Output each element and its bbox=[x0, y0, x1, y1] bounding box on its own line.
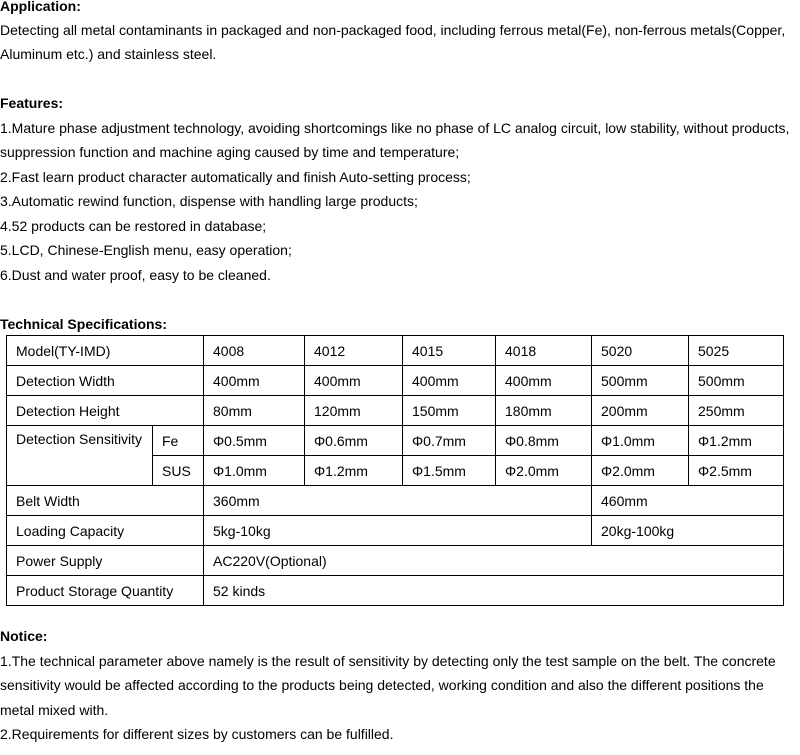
belt-cell: 460mm bbox=[592, 486, 784, 516]
width-cell: 500mm bbox=[689, 366, 784, 396]
fe-label: Fe bbox=[153, 426, 204, 456]
width-cell: 400mm bbox=[403, 366, 496, 396]
width-cell: 400mm bbox=[305, 366, 403, 396]
belt-cell: 360mm bbox=[204, 486, 592, 516]
width-label: Detection Width bbox=[7, 366, 204, 396]
height-cell: 150mm bbox=[403, 396, 496, 426]
feature-line-7: 6.Dust and water proof, easy to be cleaned. bbox=[0, 267, 271, 283]
spec-table bbox=[6, 335, 784, 606]
fe-cell: Φ1.0mm bbox=[592, 426, 689, 456]
model-cell: 4008 bbox=[204, 336, 305, 366]
height-cell: 180mm bbox=[496, 396, 592, 426]
sus-label: SUS bbox=[153, 456, 204, 486]
loading-cell: 5kg-10kg bbox=[204, 516, 592, 546]
sus-cell: Φ2.0mm bbox=[496, 456, 592, 486]
notice-line-4: 2.Requirements for different sizes by customers can be fulfilled. bbox=[0, 726, 394, 742]
table-row-power bbox=[7, 546, 784, 576]
model-label: Model(TY-IMD) bbox=[7, 336, 204, 366]
application-line-1: Detecting all metal contaminants in packaged and non-packaged food, including ferrous metal(Fe), non-ferrous metals(Copper, bbox=[0, 22, 786, 38]
fe-cell: Φ0.6mm bbox=[305, 426, 403, 456]
height-cell: 200mm bbox=[592, 396, 689, 426]
sus-cell: Φ1.0mm bbox=[204, 456, 305, 486]
sus-cell: Φ2.0mm bbox=[592, 456, 689, 486]
features-heading: Features: bbox=[0, 95, 64, 111]
application-line-2: Aluminum etc.) and stainless steel. bbox=[0, 46, 217, 62]
height-label: Detection Height bbox=[7, 396, 204, 426]
power-cell: AC220V(Optional) bbox=[204, 546, 784, 576]
sus-cell: Φ1.2mm bbox=[305, 456, 403, 486]
fe-cell: Φ0.7mm bbox=[403, 426, 496, 456]
feature-line-6: 5.LCD, Chinese-English menu, easy operation; bbox=[0, 242, 292, 258]
table-row-storage bbox=[7, 576, 784, 606]
loading-label: Loading Capacity bbox=[7, 516, 204, 546]
table-row-fe bbox=[7, 426, 784, 456]
sus-cell: Φ2.5mm bbox=[689, 456, 784, 486]
height-cell: 120mm bbox=[305, 396, 403, 426]
fe-cell: Φ1.2mm bbox=[689, 426, 784, 456]
feature-line-1: 1.Mature phase adjustment technology, avoiding shortcomings like no phase of LC analog circuit, low stability, without products, bbox=[0, 120, 790, 136]
storage-cell: 52 kinds bbox=[204, 576, 784, 606]
table-row-belt bbox=[7, 486, 784, 516]
model-cell: 4012 bbox=[305, 336, 403, 366]
table-row-width bbox=[7, 366, 784, 396]
feature-line-2: suppression function and machine aging caused by time and temperature; bbox=[0, 144, 460, 160]
storage-label: Product Storage Quantity bbox=[7, 576, 204, 606]
model-cell: 4018 bbox=[496, 336, 592, 366]
belt-label: Belt Width bbox=[7, 486, 204, 516]
application-heading: Application: bbox=[0, 0, 81, 14]
feature-line-3: 2.Fast learn product character automatically and finish Auto-setting process; bbox=[0, 169, 471, 185]
notice-heading: Notice: bbox=[0, 628, 48, 644]
model-cell: 4015 bbox=[403, 336, 496, 366]
width-cell: 500mm bbox=[592, 366, 689, 396]
fe-cell: Φ0.5mm bbox=[204, 426, 305, 456]
feature-line-4: 3.Automatic rewind function, dispense with handling large products; bbox=[0, 193, 418, 209]
table-row-loading bbox=[7, 516, 784, 546]
notice-line-1: 1.The technical parameter above namely is the result of sensitivity by detecting only the test sample on the belt. The concrete bbox=[0, 653, 776, 669]
notice-line-3: metal mixed with. bbox=[0, 702, 109, 718]
feature-line-5: 4.52 products can be restored in database; bbox=[0, 218, 267, 234]
model-cell: 5025 bbox=[689, 336, 784, 366]
power-label: Power Supply bbox=[7, 546, 204, 576]
specs-heading: Technical Specifications: bbox=[0, 316, 168, 332]
height-cell: 250mm bbox=[689, 396, 784, 426]
loading-cell: 20kg-100kg bbox=[592, 516, 784, 546]
width-cell: 400mm bbox=[496, 366, 592, 396]
sensitivity-label: Detection Sensitivity bbox=[7, 426, 153, 486]
fe-cell: Φ0.8mm bbox=[496, 426, 592, 456]
sus-cell: Φ1.5mm bbox=[403, 456, 496, 486]
table-row-model bbox=[7, 336, 784, 366]
width-cell: 400mm bbox=[204, 366, 305, 396]
table-row-height bbox=[7, 396, 784, 426]
model-cell: 5020 bbox=[592, 336, 689, 366]
height-cell: 80mm bbox=[204, 396, 305, 426]
notice-line-2: sensitivity would be affected according to the products being detected, working condition and also the different positions the bbox=[0, 677, 764, 693]
